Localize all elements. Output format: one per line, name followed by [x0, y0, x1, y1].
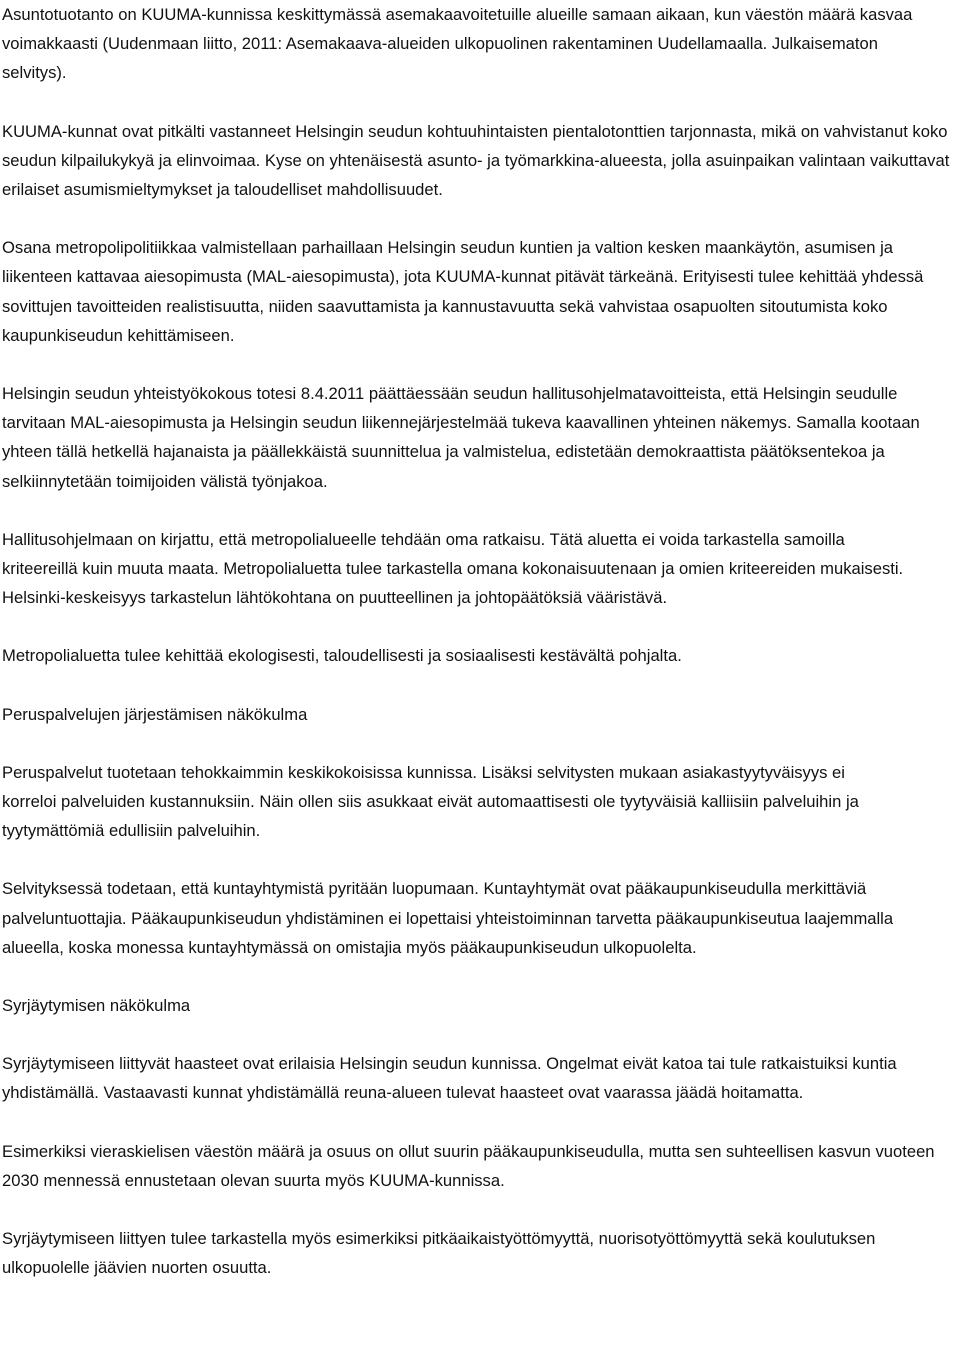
- body-paragraph: Metropolialuetta tulee kehittää ekologisesti, taloudellisesti ja sosiaalisesti kestävältä pohjalta.: [2, 646, 682, 666]
- body-paragraph: Osana metropolipolitiikkaa valmistellaan parhaillaan Helsingin seudun kuntien ja valtion kesken maankäytön, asumisen ja liikenteen kattavaa aiesopimusta (MAL-aiesopimusta), jota KUUMA-kunnat pitävät tärkeänä. Erityisesti tulee kehittää yhdessä sovittujen tavoitteiden realistisuutta, niiden saavuttamista ja kannustavuutta sekä vahvistaa osapuolten sitoutumista koko kaupunkiseudun kehittämiseen.: [2, 238, 924, 345]
- body-paragraph: Peruspalvelut tuotetaan tehokkaimmin keskikokoisissa kunnissa. Lisäksi selvitysten mukaan asiakastyytyväisyys ei korreloi palveluiden kustannuksiin. Näin ollen siis asukkaat eivät automaattisesti ole tyytyväisiä kalliisiin palveluihin ja tyytymättömiä edullisiin palveluihin.: [2, 762, 859, 841]
- body-paragraph: Syrjäytymiseen liittyvät haasteet ovat erilaisia Helsingin seudun kunnissa. Ongelmat eivät katoa tai tule ratkaistuiksi kuntia yhdistämällä. Vastaavasti kunnat yhdistämällä reuna-alueen tulevat haasteet ovat vaarassa jäädä hoitamatta.: [2, 1054, 897, 1103]
- body-paragraph: Esimerkiksi vieraskielisen väestön määrä ja osuus on ollut suurin pääkaupunkiseudulla, mutta sen suhteellisen kasvun vuoteen 2030 mennessä ennustetaan olevan suurta myös KUUMA-kunnissa.: [2, 1141, 935, 1190]
- body-paragraph: Hallitusohjelmaan on kirjattu, että metropolialueelle tehdään oma ratkaisu. Tätä aluetta ei voida tarkastella samoilla kriteereillä kuin muuta maata. Metropolialuetta tulee tarkastella omana kokonaisuutenaan ja omien kriteereiden mukaisesti. Helsinki-keskeisyys tarkastelun lähtökohtana on puutteellinen ja johtopäätöksiä vääristävä.: [2, 529, 904, 608]
- section-heading: Peruspalvelujen järjestämisen näkökulma: [2, 704, 308, 724]
- body-paragraph: KUUMA-kunnat ovat pitkälti vastanneet Helsingin seudun kohtuuhintaisten pientalotonttien tarjonnasta, mikä on vahvistanut koko seudun kilpailukykyä ja elinvoimaa. Kyse on yhtenäisestä asunto- ja työmarkkina-alueesta, jolla asuinpaikan valintaan vaikuttavat erilaiset asumismieltymykset ja taloudelliset mahdollisuudet.: [2, 121, 950, 200]
- section-heading: Syrjäytymisen näkökulma: [2, 996, 191, 1016]
- body-paragraph: Helsingin seudun yhteistyökokous totesi 8.4.2011 päättäessään seudun hallitusohjelmatavoitteista, että Helsingin seudulle tarvitaan MAL-aiesopimusta ja Helsingin seudun liikennejärjestelmää tukeva kaavallinen yhteinen näkemys. Samalla kootaan yhteen tällä hetkellä hajanaista ja päällekkäistä suunnittelua ja valmistelua, edistetään demokraattista päätöksentekoa ja selkiinnytetään toimijoiden välistä työnjakoa.: [2, 384, 920, 491]
- body-paragraph: Asuntotuotanto on KUUMA-kunnissa keskittymässä asemakaavoitetuille alueille samaan aikaan, kun väestön määrä kasvaa voimakkaasti (Uudenmaan liitto, 2011: Asemakaava-alueiden ulkopuolinen rakentaminen Uudellamaalla. Julkaisematon selvitys).: [2, 5, 913, 83]
- body-paragraph: Syrjäytymiseen liittyen tulee tarkastella myös esimerkiksi pitkäaikaistyöttömyyttä, nuorisotyöttömyyttä sekä koulutuksen ulkopuolelle jäävien nuorten osuutta.: [2, 1229, 876, 1278]
- body-paragraph: Selvityksessä todetaan, että kuntayhtymistä pyritään luopumaan. Kuntayhtymät ovat pääkaupunkiseudulla merkittäviä palveluntuottajia. Pääkaupunkiseudun yhdistäminen ei lopettaisi yhteistoiminnan tarvetta pääkaupunkiseutua laajemmalla alueella, koska monessa kuntayhtymässä on omistajia myös pääkaupunkiseudun ulkopuolelta.: [2, 879, 894, 957]
